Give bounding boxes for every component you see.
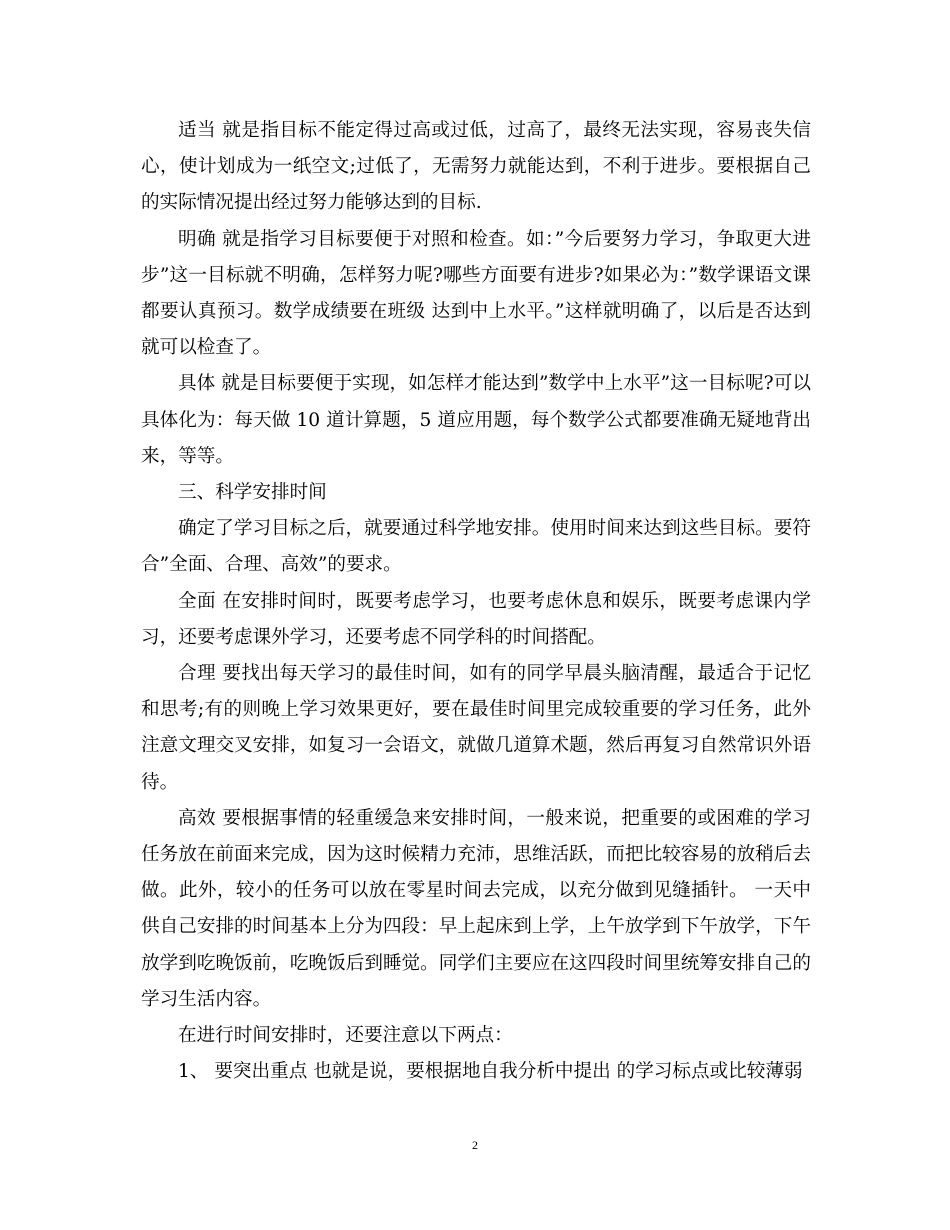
paragraph-comprehensive: 全面 在安排时间时，既要考虑学习，也要考虑休息和娱乐，既要考虑课内学习，还要考虑课外学习，还要考虑不同学科的时间搭配。 [141, 590, 811, 648]
section-heading-schedule-time: 三、科学安排时间 [178, 482, 327, 504]
document-body [141, 113, 811, 1090]
paragraph-two-points-intro: 在进行时间安排时，还要注意以下两点： [178, 1025, 513, 1047]
paragraph-point-one: 1、 要突出重点 也就是说，要根据地自我分析中提出 的学习标点或比较薄弱 [178, 1061, 803, 1083]
paragraph-schedule-intro: 确定了学习目标之后，就要通过科学地安排。使用时间来达到这些目标。要符合”全面、合理、高效”的要求。 [141, 518, 811, 576]
paragraph-specific: 具体 就是目标要便于实现，如怎样才能达到”数学中上水平”这一目标呢?可以具体化为：每天做 10 道计算题，5 道应用题，每个数学公式都要准确无疑地背出来，等等。 [141, 373, 811, 467]
paragraph-appropriate: 适当 就是指目标不能定得过高或过低，过高了，最终无法实现，容易丧失信心，使计划成为一纸空文;过低了，无需努力就能达到，不利于进步。要根据自己的实际情况提出经过努力能够达到的目标. [141, 120, 811, 214]
page-number: 2 [472, 1138, 478, 1152]
paragraph-reasonable: 合理 要找出每天学习的最佳时间，如有的同学早晨头脑清醒，最适合于记忆和思考;有的则晚上学习效果更好，要在最佳时间里完成较重要的学习任务，此外注意文理交叉安排，如复习一会语文，就做几道算术题，然后再复习自然常识外语待。 [141, 663, 811, 793]
paragraph-clear: 明确 就是指学习目标要便于对照和检查。如：”今后要努力学习，争取更大进步”这一目标就不明确，怎样努力呢?哪些方面要有进步?如果必为：”数学课语文课都要认真预习。数学成绩要在班级 达到中上水平。”这样就明确了，以后是否达到就可以检查了。 [141, 228, 811, 359]
paragraph-efficient: 高效 要根据事情的轻重缓急来安排时间，一般来说，把重要的或困难的学习任务放在前面来完成，因为这时候精力充沛，思维活跃，而把比较容易的放稍后去做。此外，较小的任务可以放在零星时间去完成，以充分做到见缝插针。 一天中供自己安排的时间基本上分为四段：早上起床到上学，上午放学到下午放学，下午放学到吃晚饭前，吃晚饭后到睡觉。同学们主要应在这四段时间里统筹安排自己的学习生活内容。 [141, 807, 811, 1010]
